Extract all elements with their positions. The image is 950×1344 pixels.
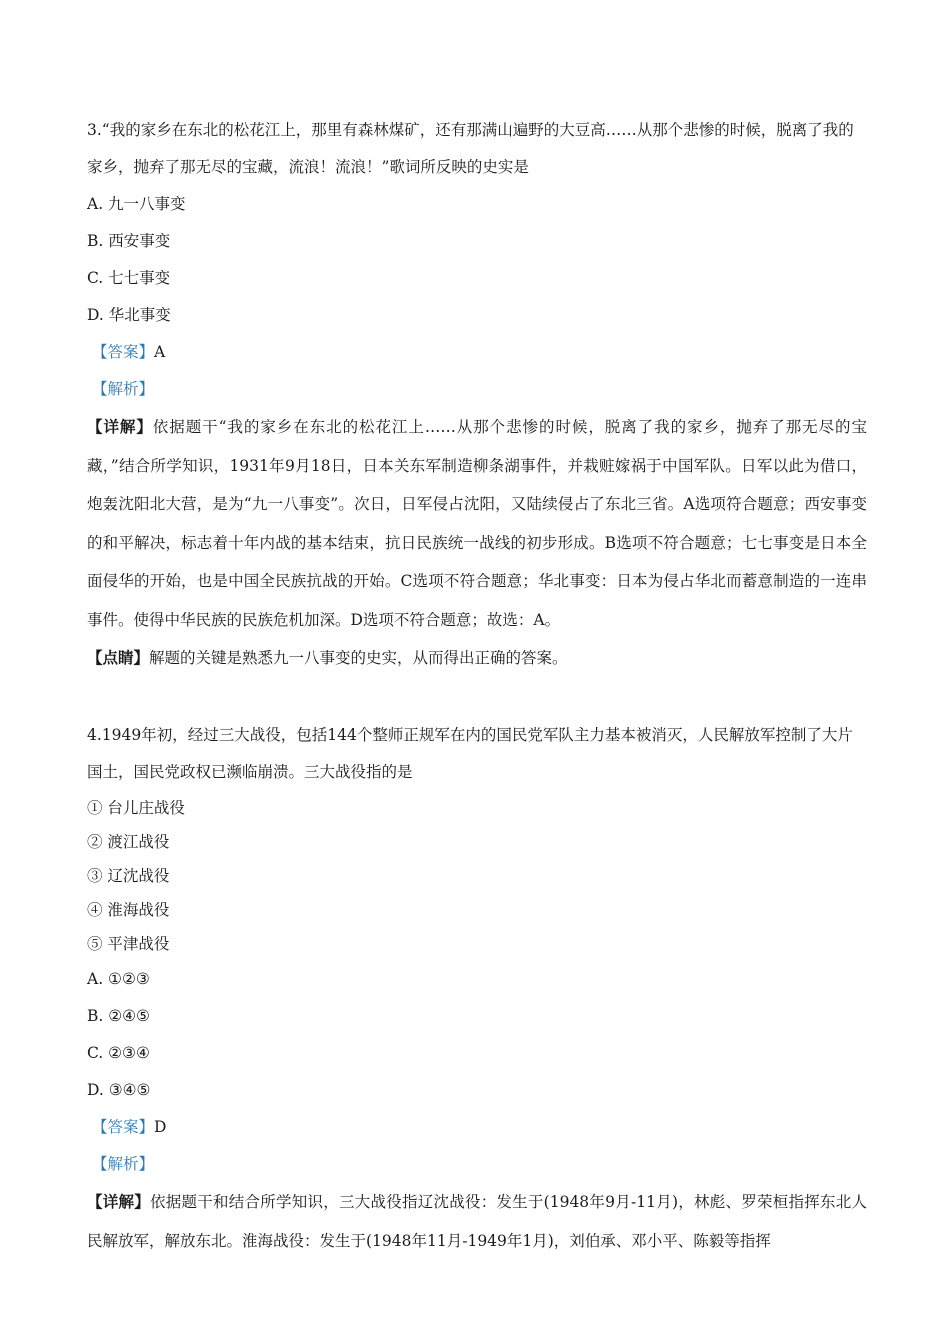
question-3 [87,112,867,677]
question-4-item-2: ② 渡江战役 [87,833,170,851]
question-3-point [87,639,867,677]
answer-tag: 【答案】 [92,1118,155,1136]
question-4-item-5: ⑤ 平津战役 [87,935,170,953]
question-4-answer [92,1109,867,1146]
question-3-option-d: D. 华北事变 [87,306,171,324]
point-tag: 【点睛】 [87,648,150,667]
question-3-answer [92,334,867,371]
question-4-option-a: A. ①②③ [87,970,150,988]
question-3-analysis [92,371,867,408]
analysis-tag: 【解析】 [92,380,155,398]
detail-text: 依据题干“我的家乡在东北的松花江上……从那个悲惨的时候，脱离了我的家乡，抛弃了那无尽的宝藏，”结合所学知识，1931年9月18日，日本关东军制造柳条湖事件，并栽赃嫁祸于中国军队。日军以此为借口，炮轰沈阳北大营，是为“九一八事变”。次日，日军侵占沈阳，又陆续侵占了东北三省。A选项符合题意；西安事变的和平解决，标志着十年内战的基本结束，抗日民族统一战线的初步形成。B选项不符合题意；七七事变是日本全面侵华的开始，也是中国全民族抗战的开始。C选项不符合题意；华北事变：日本为侵占华北而蓄意制造的一连串事件。使得中华民族的民族危机加深。D选项不符合题意；故选：A。 [87,418,867,629]
question-4-option-c: C. ②③④ [87,1044,150,1062]
detail-text: 依据题干和结合所学知识，三大战役指辽沈战役：发生于(1948年9月-11月)，林彪、罗荣桓指挥东北人民解放军，解放东北。淮海战役：发生于(1948年11月-1949年1月)，刘伯承、邓小平、陈毅等指挥 [87,1193,867,1250]
question-4-stem: 4.1949年初，经过三大战役，包括144个整师正规军在内的国民党军队主力基本被消灭，人民解放军控制了大片国土，国民党政权已濒临崩溃。三大战役指的是 [87,726,853,781]
question-4-item-3: ③ 辽沈战役 [87,867,170,885]
section-gap [87,677,867,717]
question-4 [87,717,867,1260]
point-text: 解题的关键是熟悉九一八事变的史实，从而得出正确的答案。 [149,649,568,667]
question-4-option-b: B. ②④⑤ [87,1007,150,1025]
question-4-item-1: ① 台儿庄战役 [87,799,185,817]
question-4-detail [87,1183,867,1260]
analysis-tag: 【解析】 [92,1155,155,1173]
answer-value: D [154,1118,167,1136]
detail-tag: 【详解】 [87,1192,150,1211]
question-3-option-b: B. 西安事变 [87,232,171,250]
question-3-stem: 3.“我的家乡在东北的松花江上，那里有森林煤矿，还有那满山遍野的大豆高……从那个悲惨的时候，脱离了我的家乡，抛弃了那无尽的宝藏，流浪！流浪！”歌词所反映的史实是 [87,121,854,176]
question-4-option-d: D. ③④⑤ [87,1081,151,1099]
question-4-item-4: ④ 淮海战役 [87,901,170,919]
answer-value: A [154,343,166,361]
question-3-detail [87,408,867,639]
question-3-option-a: A. 九一八事变 [87,195,186,213]
document-page [87,112,867,1260]
question-4-analysis [92,1146,867,1183]
detail-tag: 【详解】 [87,417,153,436]
answer-tag: 【答案】 [92,343,155,361]
question-3-option-c: C. 七七事变 [87,269,171,287]
